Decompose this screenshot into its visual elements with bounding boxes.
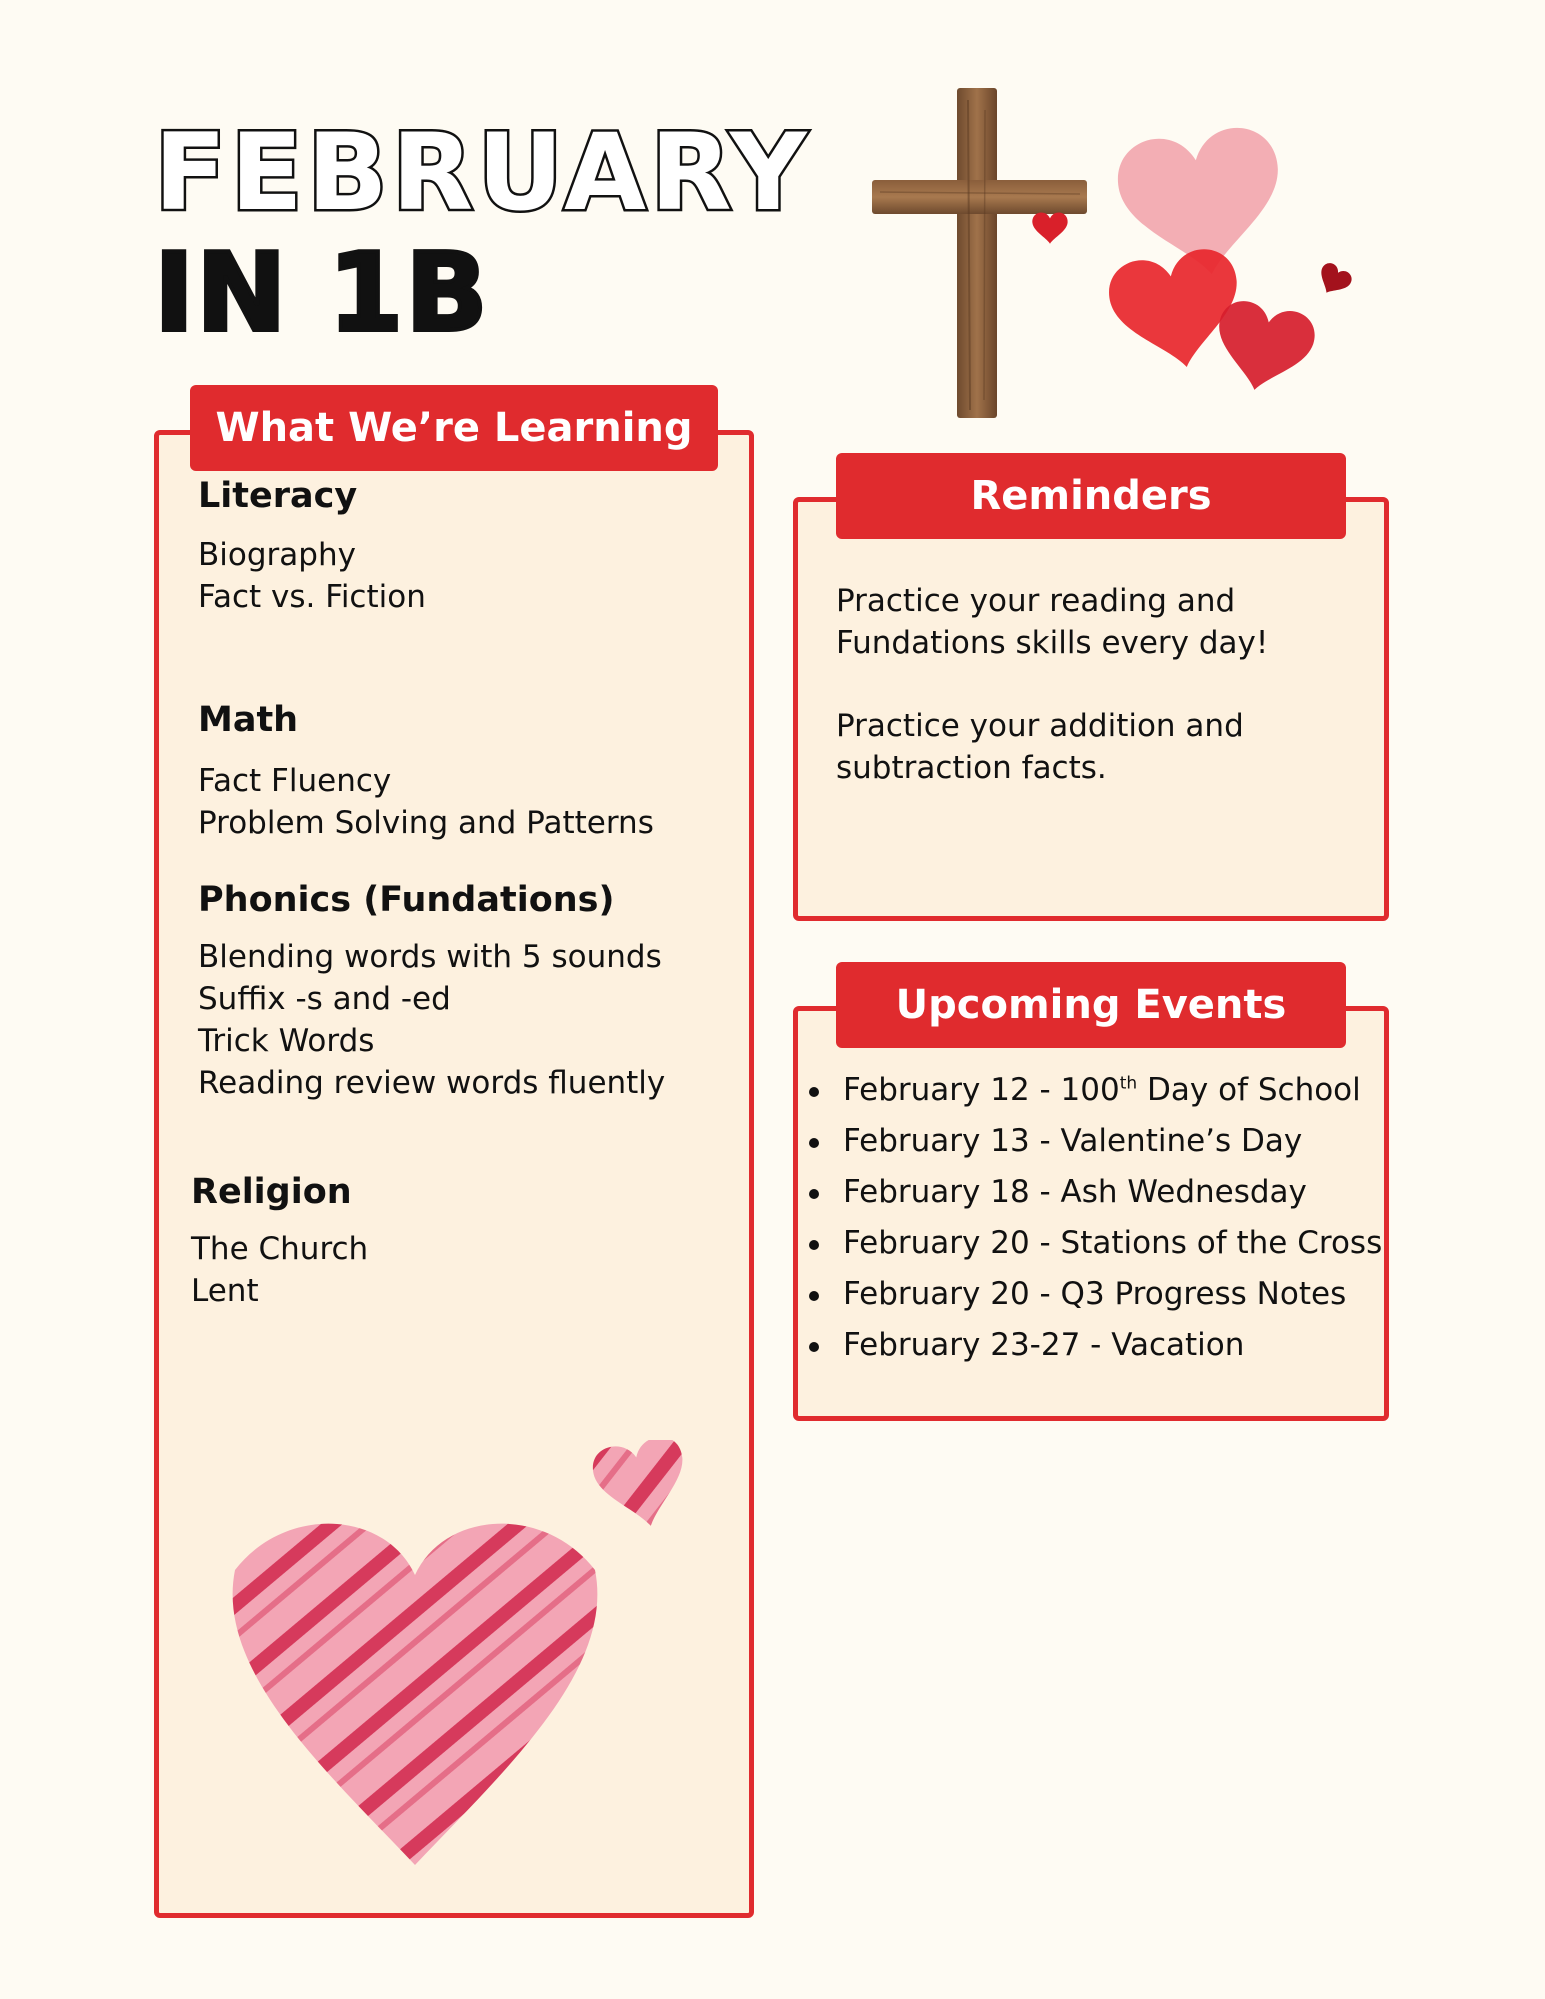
heart-small-icon [589,1440,695,1535]
phonics-heading: Phonics (Fundations) [198,880,615,920]
pink-hearts-decoration [225,1440,705,1880]
phonics-item: Suffix -s and -ed [198,981,451,1017]
math-item: Problem Solving and Patterns [198,805,654,841]
page-title-line2: IN 1B [154,231,490,356]
math-heading: Math [198,700,299,740]
learning-tab: What We’re Learning [190,385,718,471]
watercolor-hearts-icon [1032,123,1354,400]
reminders-tab: Reminders [836,453,1346,539]
cross-hearts-decoration [860,80,1380,440]
page-title-line1: FEBRUARY [154,111,811,234]
events-list [809,1065,1382,1371]
event-item: February 18 - Ash Wednesday [809,1167,1382,1218]
literacy-item: Biography [198,537,356,573]
event-item: February 20 - Stations of the Cross [809,1218,1382,1269]
religion-item: Lent [191,1273,259,1309]
heart-large-icon [233,1524,598,1865]
reminder-text: Practice your reading and Fundations skills every day! [836,583,1269,661]
event-item: February 12 - 100th Day of School [809,1065,1382,1116]
phonics-item: Trick Words [198,1023,375,1059]
event-item: February 20 - Q3 Progress Notes [809,1269,1382,1320]
math-item: Fact Fluency [198,763,392,799]
literacy-section [198,476,426,618]
events-tab: Upcoming Events [836,962,1346,1048]
phonics-item: Reading review words fluently [198,1065,666,1101]
literacy-item: Fact vs. Fiction [198,579,426,615]
event-item: February 23-27 - Vacation [809,1320,1382,1371]
phonics-section [198,880,665,1104]
cross-icon [872,88,1087,418]
math-section [198,700,654,844]
reminder-text: Practice your addition and subtraction facts. [836,708,1244,786]
religion-section [191,1172,368,1312]
event-item: February 13 - Valentine’s Day [809,1116,1382,1167]
literacy-heading: Literacy [198,476,358,516]
religion-heading: Religion [191,1172,352,1212]
phonics-item: Blending words with 5 sounds [198,939,662,975]
religion-item: The Church [191,1231,369,1267]
